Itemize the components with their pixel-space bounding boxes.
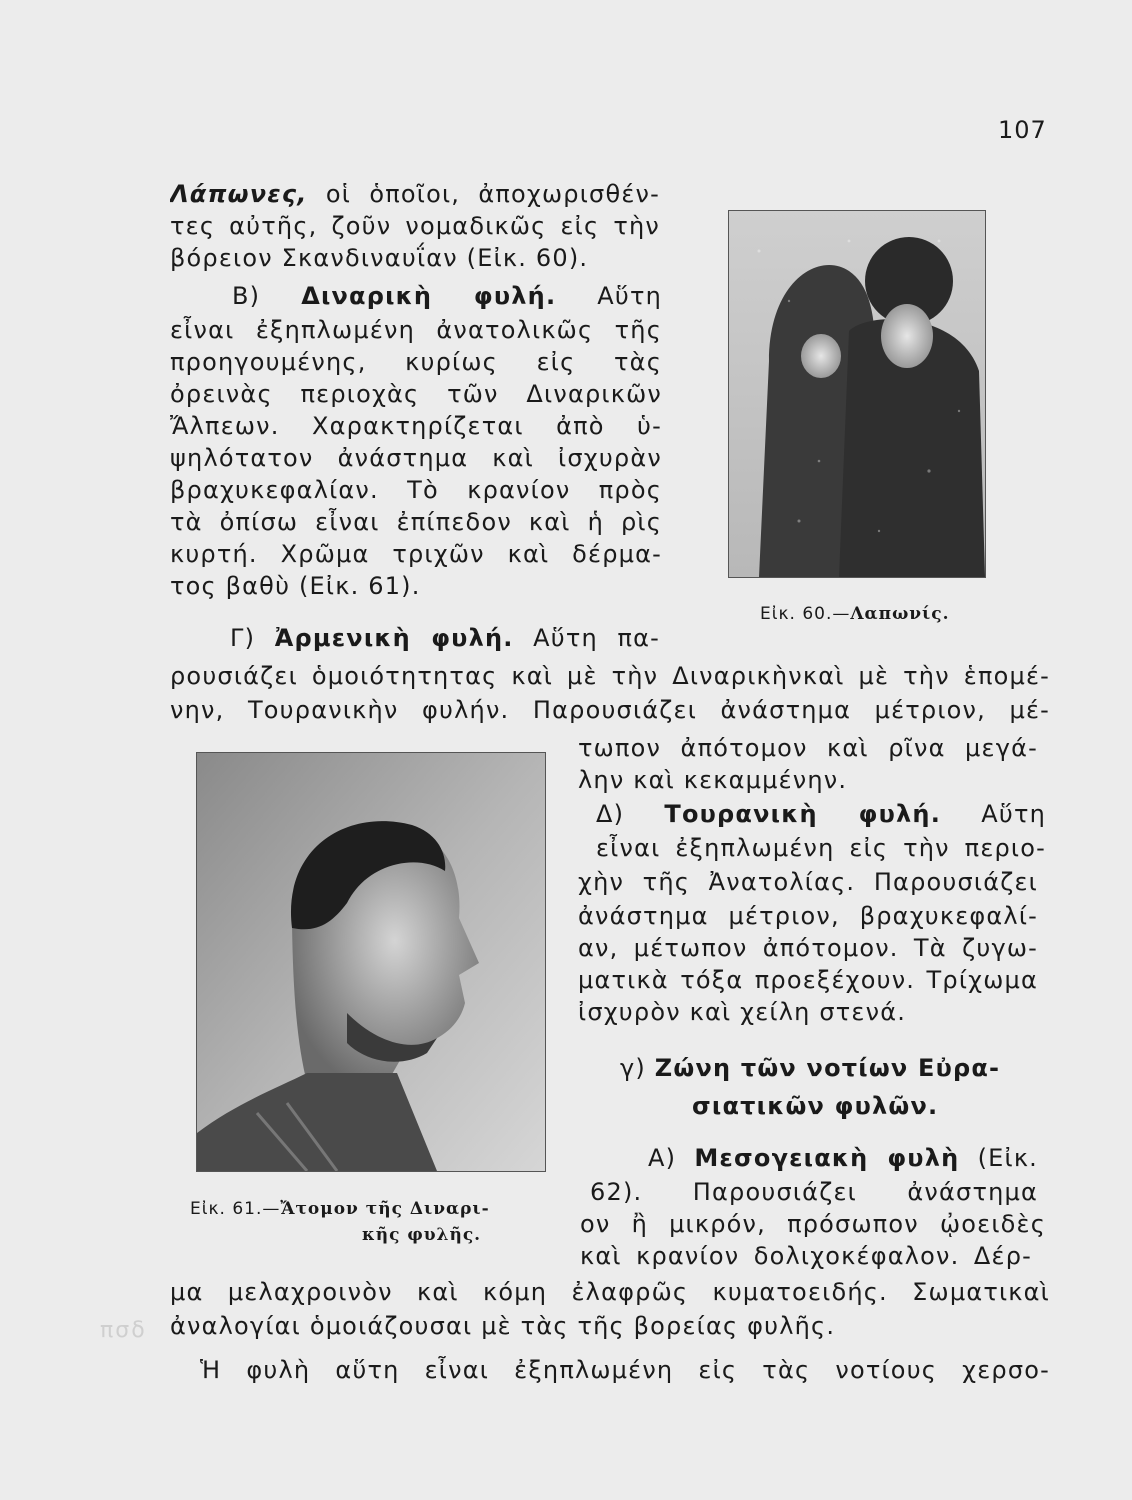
figure-60-photo [728,210,986,578]
text-line [580,1208,1046,1240]
text-run: Γ) [230,624,275,652]
text-line [170,660,1050,692]
figure-61-caption: Εἰκ. 61.—Ἄτομον τῆς Διναρι- κῆς φυλῆς. [190,1199,490,1245]
text-line [580,1240,1032,1272]
text-run: αν, μέτωπον ἀπότομον. Τὰ ζυγω- [578,934,1038,962]
text-line [170,314,662,346]
dinaric-man-photo [197,753,545,1171]
text-run: Ἄλπεων. Χαρακτηρίζεται ἀπὸ ὑ- [170,412,662,440]
lapp-woman-photo [729,211,985,577]
text-line [170,410,662,442]
text-run: ὀρεινὰς περιοχὰς τῶν Διναρικῶν [170,380,662,408]
text-line [578,964,1038,996]
text-line [170,474,662,506]
text-run: Ἡ φυλὴ αὕτη εἶναι ἐξηπλωμένη εἰς τὰς νοτίους χερσο- [200,1356,1050,1384]
text-run: καὶ κρανίον δολιχοκέφαλον. Δέρ- [580,1242,1032,1270]
text-run: λην καὶ κεκαμμένην. [578,766,848,794]
text-line [596,798,1046,830]
text-line [170,538,662,570]
text-line [578,866,1038,898]
text-run: ἀνάστημα μέτριον, βραχυκεφαλί- [578,902,1038,930]
text-run: 62). Παρουσιάζει ἀνάστημα [590,1178,1038,1206]
text-run: ρουσιάζει ὁμοιότητητας καὶ μὲ τὴν Διναρικὴνκαὶ μὲ τὴν ἑπομέ- [170,662,1050,690]
text-line [230,622,660,654]
text-line [170,1276,1050,1308]
text-run: χὴν τῆς Ἀνατολίας. Παρουσιάζει [578,868,1038,896]
text-run: Διναρικὴ φυλή. [301,282,557,310]
text-line [590,1176,1038,1208]
text-line [578,996,938,1028]
text-run: Ἀρμενικὴ φυλή. [274,624,514,652]
text-run: κυρτή. Χρῶμα τριχῶν καὶ δέρμα- [170,540,662,568]
text-run: τὰ ὀπίσω εἶναι ἐπίπεδον καὶ ἡ ρὶς [170,508,662,536]
text-run: εἶναι ἐξηπλωμένη εἰς τὴν περιο- [596,834,1046,862]
text-run: οἱ ὁποῖοι, ἀποχωρισθέν- [307,180,660,208]
text-line [170,378,662,410]
text-run: προηγουμένης, κυρίως εἰς τὰς [170,348,662,376]
text-line [232,280,662,312]
text-run: μα μελαχροινὸν καὶ κόμη ἐλαφρῶς κυματοειδής. Σωματικαὶ [170,1278,1050,1306]
text-run: εἶναι ἐξηπλωμένη ἀνατολικῶς τῆς [170,316,662,344]
text-line [170,346,662,378]
text-run: (Εἰκ. [959,1144,1038,1172]
text-run: βόρειον Σκανδιναυΐαν (Εἰκ. 60). [170,244,589,272]
bleed-through-text: πσδ [100,1318,147,1343]
text-run: Αὕτη [556,282,662,310]
text-line [578,764,878,796]
text-line [596,832,1046,864]
text-run: τωπον ἀπότομον καὶ ρῖνα μεγά- [578,734,1038,762]
text-run: ματικὰ τόξα προεξέχουν. Τρίχωμα [578,966,1038,994]
page-number: 107 [998,116,1047,144]
text-line [692,1090,972,1122]
text-run: βραχυκεφαλίαν. Τὸ κρανίον πρὸς [170,476,662,504]
text-run: τος βαθὺ (Εἰκ. 61). [170,572,421,600]
text-line [200,1354,1050,1386]
text-run: γ) [620,1054,655,1082]
text-line [170,178,660,210]
text-run: τες αὐτῆς, ζοῦν νομαδικῶς εἰς τὴν [170,212,660,240]
text-run: σιατικῶν φυλῶν. [692,1092,939,1120]
text-line [648,1142,1038,1174]
text-line [170,570,470,602]
figure-61-photo [196,752,546,1172]
text-run: ἀναλογίαι ὁμοιάζουσαι μὲ τὰς τῆς βορείας φυλῆς. [170,1312,836,1340]
text-run: Λάπωνες, [170,180,308,208]
text-line [170,442,662,474]
text-line [170,1310,836,1342]
text-run: Αὕτη πα- [513,624,660,652]
figure-60-caption: Εἰκ. 60.—Λαπωνίς. [760,604,950,624]
text-run: Αὕτη [941,800,1046,828]
text-run: Δ) [596,800,665,828]
text-run: Τουρανικὴ φυλή. [664,800,942,828]
text-line [578,932,1038,964]
text-run: Μεσογειακὴ φυλὴ [694,1144,960,1172]
text-line [578,900,1038,932]
text-run: νην, Τουρανικὴν φυλήν. Παρουσιάζει ἀνάστημα μέτριον, μέ- [170,696,1050,724]
text-line [578,732,1038,764]
text-line [170,694,1050,726]
text-line [170,210,660,242]
text-run: Α) [648,1144,695,1172]
text-run: ψηλότατον ἀνάστημα καὶ ἰσχυρὰν [170,444,662,472]
text-run: Β) [232,282,302,310]
text-line [170,506,662,538]
text-run: ον ἢ μικρόν, πρόσωπον ᾠοειδὲς [580,1210,1046,1238]
text-line [620,1052,1040,1084]
text-run: Ζώνη τῶν νοτίων Εὐρα- [654,1054,1001,1082]
text-run: ἰσχυρὸν καὶ χείλη στενά. [578,998,907,1026]
text-line [170,242,660,274]
